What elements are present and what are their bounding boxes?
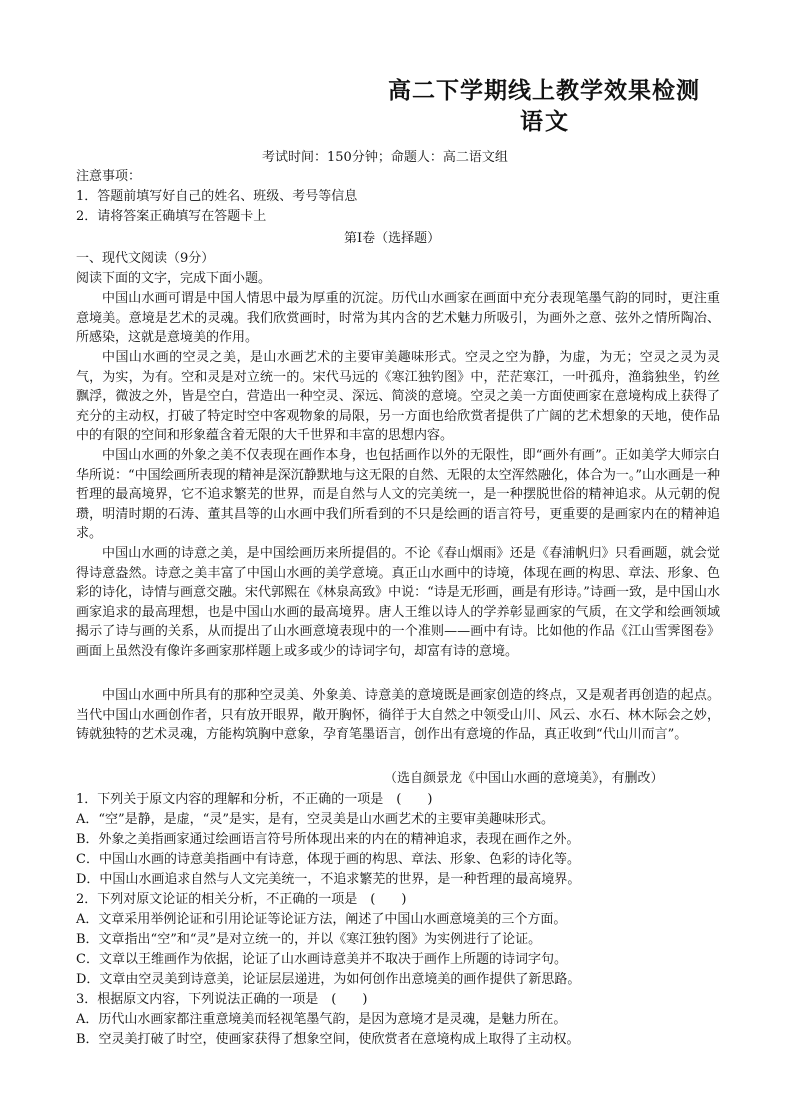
question-option: C．文章以王维画作为依据，论证了山水画诗意美并不取决于画作上所题的诗词字句。: [76, 952, 567, 967]
passage-paragraph: 中国山水画中所具有的那种空灵美、外象美、诗意美的意境既是画家创造的终点，又是观者再创造的起点。当代中国山水画创作者，只有放开眼界，敞开胸怀，徜徉于大自然之中领受山川、风云、水石、林木际会之妙，铸就独特的艺术灵魂，方能构筑胸中意象，孕育笔墨语言，创作出有意境的作品，真正收到“代山川而言”。: [76, 688, 720, 743]
question-option: D．文章由空灵美到诗意美，论证层层递进，为如何创作出意境美的画作提供了新思路。: [76, 972, 581, 987]
question-stem: 1．下列关于原文内容的理解和分析，不正确的一项是 ( ): [76, 792, 433, 807]
notice-heading: 注意事项：: [76, 169, 142, 184]
question-option: A．文章采用举例论证和引用论证等论证方法，阐述了中国山水画意境美的三个方面。: [76, 912, 567, 927]
notice-item: 2．请将答案正确填写在答题卡上: [76, 209, 267, 224]
question-option: D．中国山水画追求自然与人文完美统一，不追求繁芜的世界，是一种哲理的最高境界。: [76, 872, 581, 887]
question-stem: 2．下列对原文论证的相关分析，不正确的一项是 ( ): [76, 892, 407, 907]
question-stem: 3．根据原文内容，下列说法正确的一项是 ( ): [76, 992, 368, 1007]
question-option: A．历代山水画家都注重意境美而轻视笔墨气韵，是因为意境才是灵魂，是魅力所在。: [76, 1012, 567, 1027]
notice-item: 1．答题前填写好自己的姓名、班级、考号等信息: [76, 189, 358, 204]
question-option: A．“空”是静，是虚，“灵”是实，是有，空灵美是山水画艺术的主要审美趣味形式。: [76, 812, 554, 827]
question-option: B．文章指出“空”和“灵”是对立统一的，并以《寒江独钓图》为实例进行了论证。: [76, 932, 542, 947]
exam-title: 高二下学期线上教学效果检测: [388, 77, 700, 104]
passage-paragraph: 中国山水画的外象之美不仅表现在画作本身，也包括画作以外的无限性，即“画外有画”。正如美学大师宗白华所说：“中国绘画所表现的精神是深沉静默地与这无限的自然、无限的太空浑然融化，体合为一。”山水画是一种哲理的最高境界，它不追求繁芜的世界，而是自然与人文的完美统一，是一种摆脱世俗的精神追求。从元朝的倪瓒，明清时期的石涛、董其昌等的山水画中我们所看到的不只是绘画的语言符号，更重要的是画家内在的精神追求。: [76, 448, 720, 542]
exam-info: 考试时间：150分钟；命题人：高二语文组: [262, 150, 508, 165]
passage-paragraph: 中国山水画可谓是中国人情思中最为厚重的沉淀。历代山水画家在画面中充分表现笔墨气韵的同时，更注重意境美。意境是艺术的灵魂。我们欣赏画时，时常为其内含的艺术魅力所吸引，为画外之意、弦外之情所陶冶、所感染，这就是意境美的作用。: [76, 291, 720, 346]
volume-title: 第I卷（选择题）: [344, 231, 441, 246]
part-title: 一、现代文阅读（9分）: [76, 251, 215, 266]
question-option: B．外象之美指画家通过绘画语言符号所体现出来的内在的精神追求，表现在画作之外。: [76, 832, 580, 847]
passage-paragraph: 中国山水画的空灵之美，是山水画艺术的主要审美趣味形式。空灵之空为静，为虚，为无；空灵之灵为灵气，为实，为有。空和灵是对立统一的。宋代马远的《寒江独钓图》中，茫茫寒江，一叶孤舟，渔翁独坐，钓丝飘浮，微波之外，皆是空白，营造出一种空灵、深远、简淡的意境。空灵之美一方面使画家在意境构成上获得了充分的主动权，打破了特定时空中客观物象的局限，另一方面也给欣赏者提供了广阔的艺术想象的天地，使作品中的有限的空间和形象蕴含着无限的大千世界和丰富的思想内容。: [76, 350, 720, 444]
reading-instruction: 阅读下面的文字，完成下面小题。: [76, 271, 272, 286]
question-option: C．中国山水画的诗意美指画中有诗意，体现于画的构思、章法、形象、色彩的诗化等。: [76, 852, 580, 867]
exam-subject: 语文: [520, 108, 570, 135]
question-option: B．空灵美打破了时空，使画家获得了想象空间，使欣赏者在意境构成上取得了主动权。: [76, 1032, 580, 1047]
passage-source: （选自颜景龙《中国山水画的意境美》，有删改）: [384, 771, 664, 786]
passage-paragraph: 中国山水画的诗意之美，是中国绘画历来所提倡的。不论《春山烟雨》还是《春浦帆归》只看画题，就会觉得诗意盎然。诗意之美丰富了中国山水画的美学意境。真正山水画中的诗境，体现在画的构思、章法、形象、色彩的诗化，诗情与画意交融。宋代郭熙在《林泉高致》中说：“诗是无形画，画是有形诗。”诗画一致，是中国山水画家追求的最高理想，也是中国山水画的最高境界。唐人王维以诗人的学养彰显画家的气质，在文学和绘画领域揭示了诗与画的关系，从而提出了山水画意境表现中的一个准则——画中有诗。比如他的作品《江山雪霁图卷》画面上虽然没有像许多画家那样题上或多或少的诗词字句，却富有诗的意境。: [76, 546, 720, 659]
